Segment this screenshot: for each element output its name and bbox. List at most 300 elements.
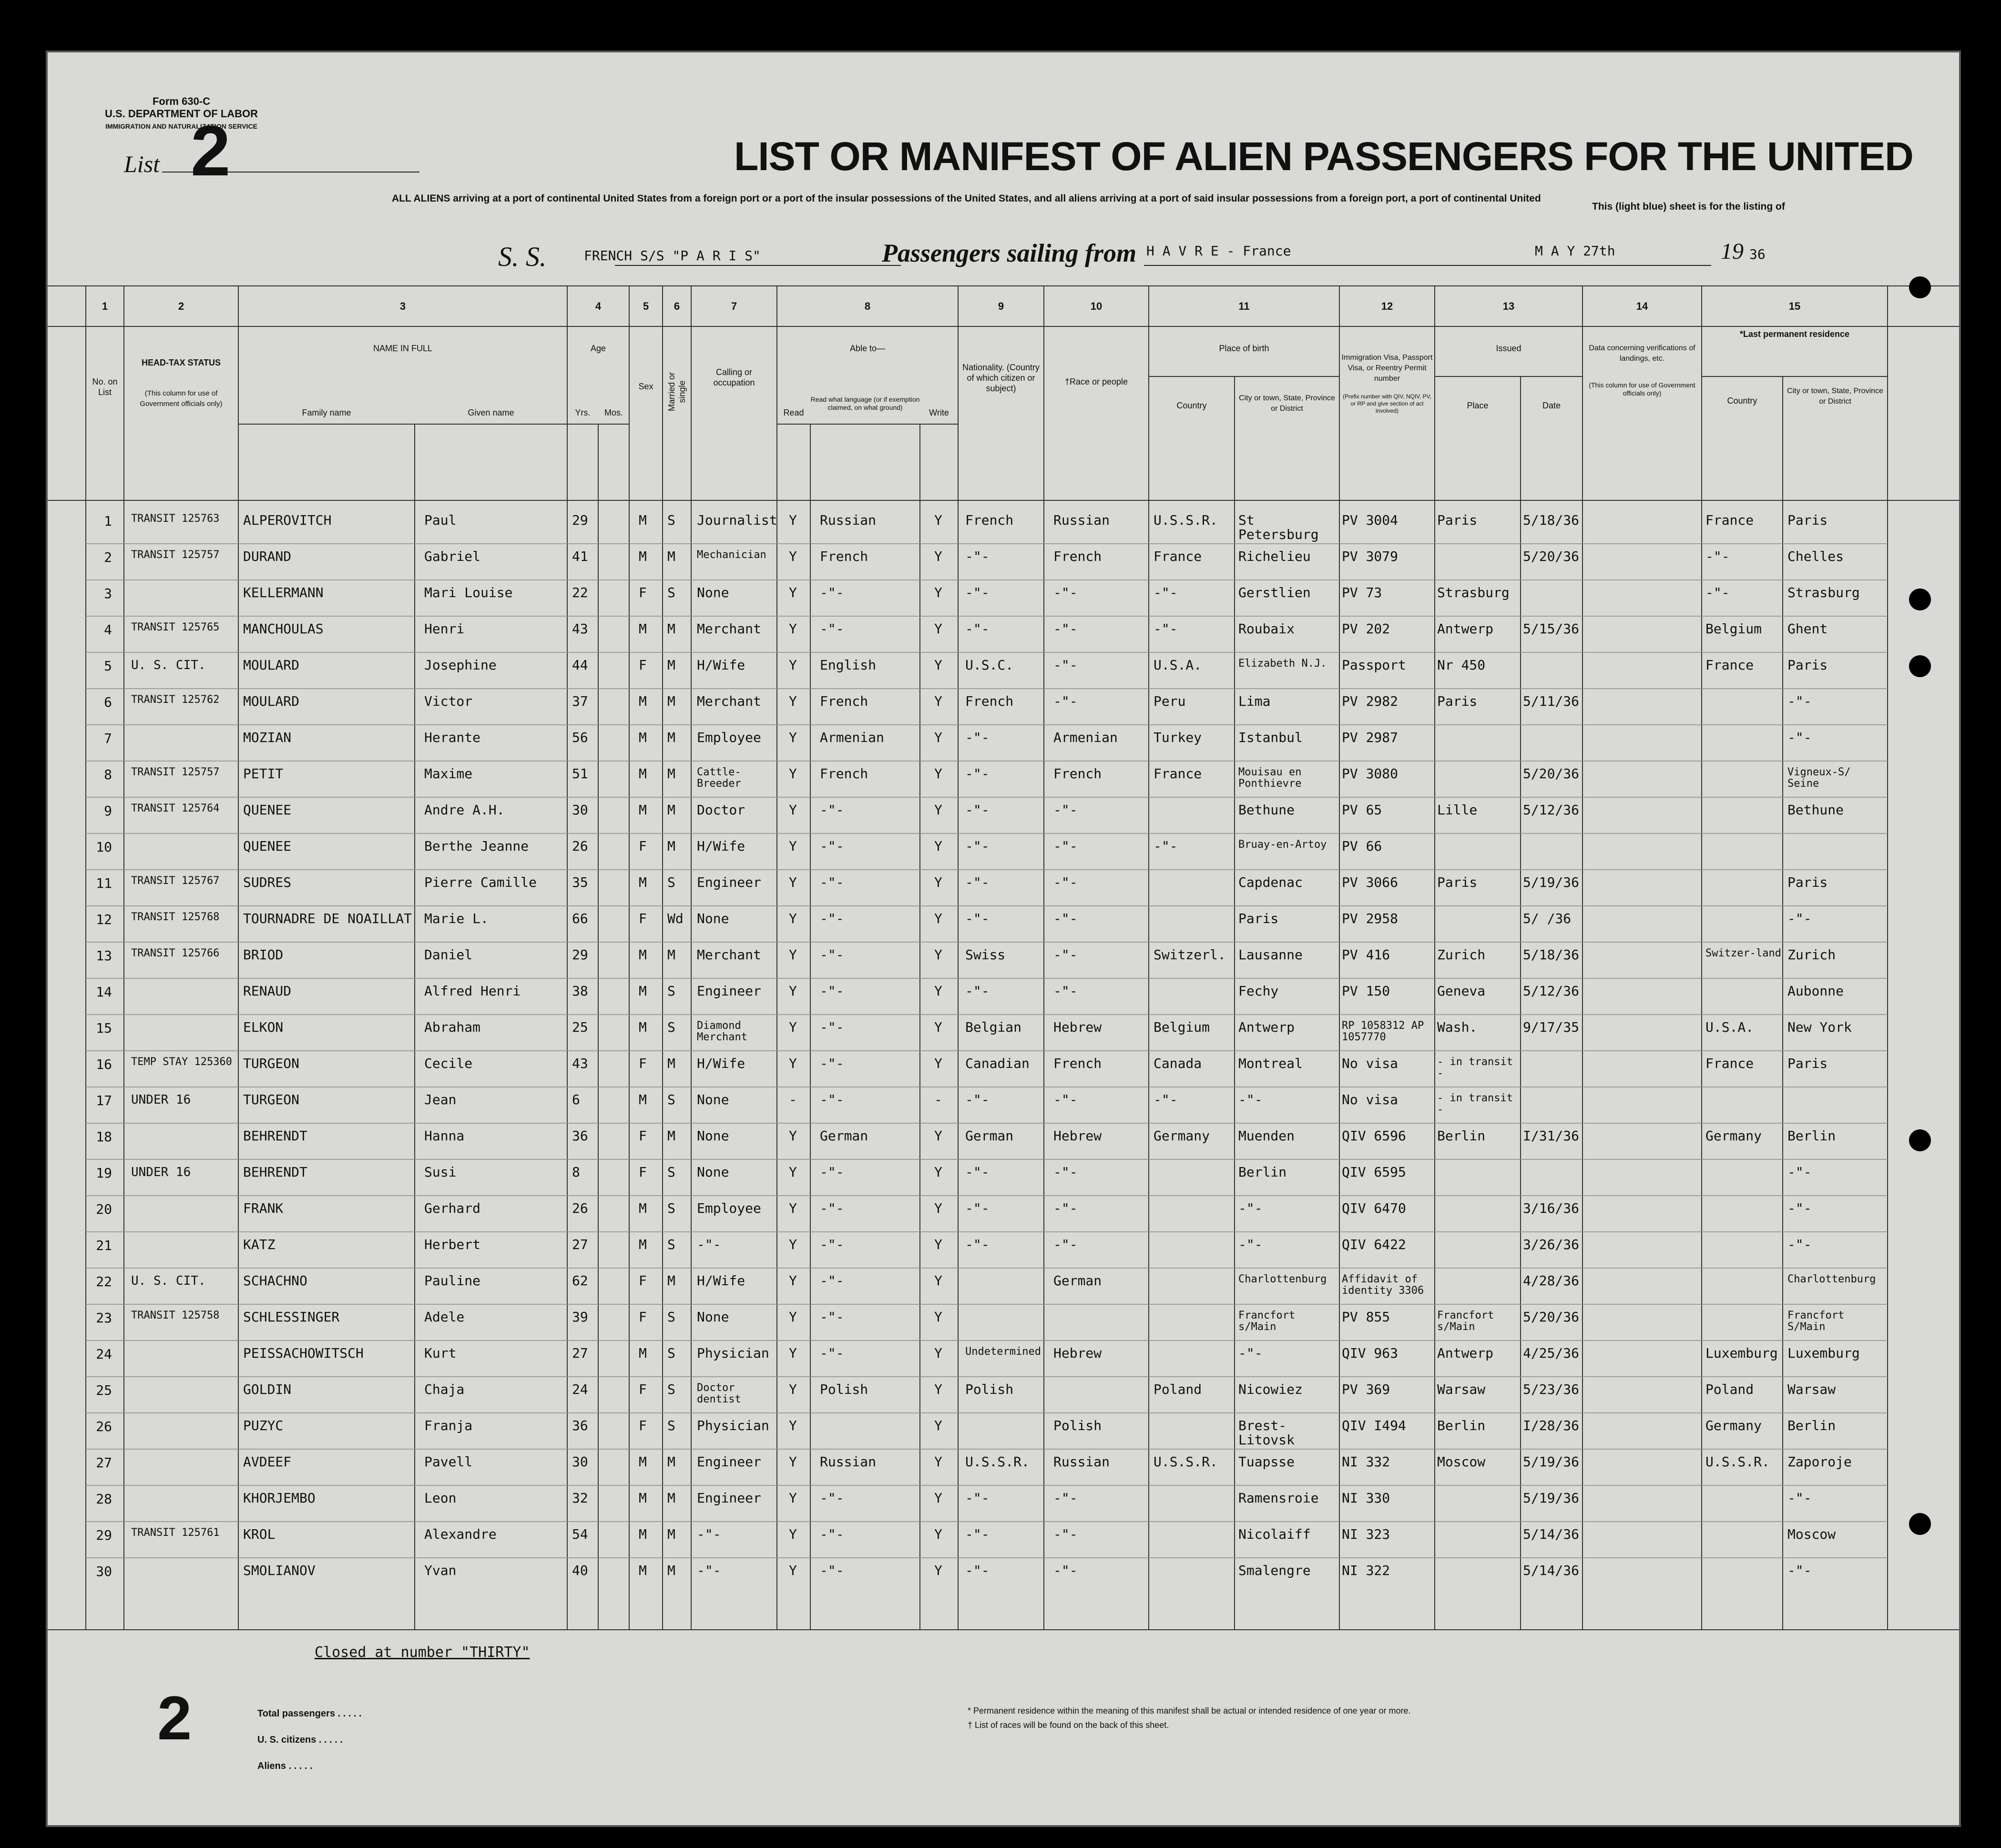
cell-birth-city: Ramensroie bbox=[1238, 1491, 1319, 1505]
cell-head-tax: UNDER 16 bbox=[131, 1093, 191, 1107]
cell-issued-place: Berlin bbox=[1437, 1419, 1486, 1433]
cell-head-tax: TRANSIT 125766 bbox=[131, 948, 220, 959]
cell-read-language: -"- bbox=[820, 912, 844, 926]
cell-birth-country: Germany bbox=[1154, 1129, 1210, 1143]
cell-issued-date: 5/23/36 bbox=[1523, 1382, 1580, 1397]
cell-head-tax: TRANSIT 125763 bbox=[131, 513, 220, 525]
cell-residence-city: Berlin bbox=[1787, 1129, 1836, 1143]
cell-read-language: French bbox=[820, 767, 868, 781]
cell-residence-city: -"- bbox=[1787, 1165, 1812, 1179]
cell-write: Y bbox=[934, 1310, 942, 1324]
cell-birth-country: U.S.S.R. bbox=[1154, 1455, 1218, 1469]
cell-line-number: 23 bbox=[96, 1310, 112, 1326]
cell-read: Y bbox=[789, 1564, 797, 1578]
col-num-7: 7 bbox=[731, 300, 737, 312]
cell-visa: PV 3004 bbox=[1342, 513, 1399, 528]
cell-residence-city: Francfort S/Main bbox=[1787, 1310, 1845, 1333]
cell-family-name: DURAND bbox=[243, 549, 292, 564]
cell-issued-date: 5/14/36 bbox=[1523, 1564, 1580, 1578]
cell-line-number: 12 bbox=[96, 912, 112, 927]
cell-residence-city: -"- bbox=[1787, 912, 1812, 926]
cell-birth-country: -"- bbox=[1154, 839, 1178, 853]
cell-birth-city: -"- bbox=[1238, 1346, 1263, 1361]
cell-birth-city: Istanbul bbox=[1238, 731, 1303, 745]
cell-line-number: 11 bbox=[96, 875, 112, 891]
cell-race: -"- bbox=[1053, 586, 1078, 600]
cell-race: French bbox=[1053, 767, 1102, 781]
cell-age-years: 54 bbox=[572, 1527, 588, 1542]
sailing-date: M A Y 27th bbox=[1535, 243, 1615, 259]
cell-family-name: PUZYC bbox=[243, 1419, 284, 1433]
cell-family-name: QUENEE bbox=[243, 839, 292, 853]
col-num-11: 11 bbox=[1238, 300, 1250, 312]
cell-read-language: -"- bbox=[820, 1093, 844, 1107]
cell-read: Y bbox=[789, 1419, 797, 1433]
cell-birth-country: France bbox=[1154, 549, 1202, 564]
cell-residence-country: Germany bbox=[1705, 1129, 1762, 1143]
cell-birth-city: Francfort s/Main bbox=[1238, 1310, 1296, 1333]
cell-issued-place: Strasburg bbox=[1437, 586, 1510, 600]
cell-given-name: Paul bbox=[424, 513, 457, 528]
cell-residence-city: Paris bbox=[1787, 1056, 1828, 1071]
header-issued-date: Date bbox=[1542, 401, 1561, 410]
cell-family-name: AVDEEF bbox=[243, 1455, 292, 1469]
cell-read-language: German bbox=[820, 1129, 868, 1143]
cell-marital: S bbox=[667, 1346, 675, 1361]
list-number: 2 bbox=[191, 111, 231, 191]
cell-residence-city: Moscow bbox=[1787, 1527, 1836, 1542]
cell-occupation: Journalist bbox=[697, 513, 777, 528]
header-issued-place: Place bbox=[1467, 401, 1489, 410]
cell-age-years: 26 bbox=[572, 839, 588, 853]
cell-read: Y bbox=[789, 513, 797, 528]
cell-residence-city: Paris bbox=[1787, 513, 1828, 528]
cell-nationality: -"- bbox=[965, 1165, 990, 1179]
cell-sex: M bbox=[639, 803, 647, 817]
header-married: Married or single bbox=[667, 372, 687, 412]
cell-occupation: H/Wife bbox=[697, 1056, 745, 1071]
cell-write: Y bbox=[934, 948, 942, 962]
cell-race: -"- bbox=[1053, 658, 1078, 672]
cell-family-name: QUENEE bbox=[243, 803, 292, 817]
form-number: Form 630-C bbox=[152, 95, 211, 107]
cell-visa: NI 330 bbox=[1342, 1491, 1390, 1505]
cell-read-language: -"- bbox=[820, 622, 844, 636]
cell-occupation: Diamond Merchant bbox=[697, 1020, 747, 1043]
cell-line-number: 1 bbox=[104, 513, 112, 529]
cell-read-language: -"- bbox=[820, 1527, 844, 1542]
cell-write: Y bbox=[934, 1129, 942, 1143]
cell-age-years: 66 bbox=[572, 912, 588, 926]
cell-read-language: Russian bbox=[820, 513, 877, 528]
cell-marital: S bbox=[667, 1419, 675, 1433]
cell-read-language: Russian bbox=[820, 1455, 877, 1469]
cell-occupation: -"- bbox=[697, 1238, 721, 1252]
departure-port: H A V R E - France bbox=[1146, 243, 1291, 259]
cell-issued-place: Warsaw bbox=[1437, 1382, 1486, 1397]
cell-age-years: 39 bbox=[572, 1310, 588, 1324]
punch-hole bbox=[1909, 589, 1931, 610]
cell-nationality: -"- bbox=[965, 1201, 990, 1216]
cell-issued-place: Zurich bbox=[1437, 948, 1486, 962]
cell-read-language: Armenian bbox=[820, 731, 884, 745]
cell-issued-date: 3/26/36 bbox=[1523, 1238, 1580, 1252]
cell-age-years: 26 bbox=[572, 1201, 588, 1216]
header-verification: Data concerning verifications of landings, etc. bbox=[1589, 344, 1695, 363]
cell-race: -"- bbox=[1053, 984, 1078, 998]
cell-read: Y bbox=[789, 839, 797, 853]
cell-read: Y bbox=[789, 1455, 797, 1469]
header-head-tax: HEAD-TAX STATUS bbox=[142, 358, 221, 367]
cell-occupation: Merchant bbox=[697, 948, 761, 962]
header-res-city: City or town, State, Province or District bbox=[1787, 387, 1883, 406]
cell-line-number: 25 bbox=[96, 1382, 112, 1398]
cell-occupation: Cattle-Breeder bbox=[697, 767, 741, 790]
cell-marital: M bbox=[667, 1056, 675, 1071]
header-name-in-full: NAME IN FULL bbox=[373, 344, 433, 353]
cell-issued-date: 5/12/36 bbox=[1523, 984, 1580, 998]
col-num-10: 10 bbox=[1090, 300, 1103, 312]
cell-issued-date: 5/15/36 bbox=[1523, 622, 1580, 636]
cell-line-number: 17 bbox=[96, 1093, 112, 1108]
cell-sex: M bbox=[639, 694, 647, 709]
cell-write: Y bbox=[934, 984, 942, 998]
cell-sex: M bbox=[639, 948, 647, 962]
cell-issued-place: Geneva bbox=[1437, 984, 1486, 998]
cell-read-language: Polish bbox=[820, 1382, 868, 1397]
cell-issued-place: Paris bbox=[1437, 513, 1478, 528]
manifest-sheet bbox=[46, 51, 1961, 1827]
cell-occupation: Engineer bbox=[697, 984, 761, 998]
cell-race: -"- bbox=[1053, 803, 1078, 817]
cell-given-name: Jean bbox=[424, 1093, 457, 1107]
cell-line-number: 29 bbox=[96, 1527, 112, 1543]
cell-nationality: -"- bbox=[965, 803, 990, 817]
cell-read: Y bbox=[789, 912, 797, 926]
cell-birth-country: Turkey bbox=[1154, 731, 1202, 745]
cell-write: Y bbox=[934, 803, 942, 817]
cell-read-language: -"- bbox=[820, 1020, 844, 1035]
header-mos: Mos. bbox=[604, 408, 623, 417]
cell-read: Y bbox=[789, 875, 797, 890]
cell-marital: M bbox=[667, 803, 675, 817]
cell-family-name: SCHLESSINGER bbox=[243, 1310, 340, 1324]
cell-line-number: 20 bbox=[96, 1201, 112, 1217]
cell-occupation: Mechanician bbox=[697, 549, 766, 561]
cell-sex: M bbox=[639, 767, 647, 781]
cell-given-name: Franja bbox=[424, 1419, 473, 1433]
cell-marital: M bbox=[667, 549, 675, 564]
cell-visa: No visa bbox=[1342, 1093, 1399, 1107]
cell-marital: M bbox=[667, 948, 675, 962]
cell-given-name: Gabriel bbox=[424, 549, 481, 564]
cell-visa: PV 2958 bbox=[1342, 912, 1399, 926]
cell-read-language: -"- bbox=[820, 1310, 844, 1324]
cell-birth-country: -"- bbox=[1154, 586, 1178, 600]
cell-residence-city: Berlin bbox=[1787, 1419, 1836, 1433]
header-visa-note: (Prefix number with QIV, NQIV, PV, or RP and give section of act involved) bbox=[1342, 393, 1432, 414]
cell-birth-city: Richelieu bbox=[1238, 549, 1311, 564]
cell-read: Y bbox=[789, 1491, 797, 1505]
cell-issued-date: 9/17/35 bbox=[1523, 1020, 1580, 1035]
cell-race: Hebrew bbox=[1053, 1129, 1102, 1143]
cell-occupation: None bbox=[697, 1093, 729, 1107]
cell-write: Y bbox=[934, 1527, 942, 1542]
cell-occupation: H/Wife bbox=[697, 658, 745, 672]
cell-read-language: -"- bbox=[820, 1491, 844, 1505]
cell-sex: M bbox=[639, 1346, 647, 1361]
cell-age-years: 37 bbox=[572, 694, 588, 709]
cell-birth-city: Charlottenburg bbox=[1238, 1274, 1327, 1285]
cell-family-name: KROL bbox=[243, 1527, 276, 1542]
col-num-15: 15 bbox=[1788, 300, 1801, 312]
cell-line-number: 9 bbox=[104, 803, 112, 819]
cell-line-number: 16 bbox=[96, 1056, 112, 1072]
cell-read: Y bbox=[789, 1056, 797, 1071]
cell-sex: F bbox=[639, 1419, 647, 1433]
cell-read-language: French bbox=[820, 694, 868, 709]
col-num-9: 9 bbox=[998, 300, 1004, 312]
header-no-on-list: No. on List bbox=[92, 377, 118, 397]
cell-write: Y bbox=[934, 549, 942, 564]
cell-visa: PV 3080 bbox=[1342, 767, 1399, 781]
header-write: Write bbox=[929, 408, 949, 417]
cell-visa: PV 3066 bbox=[1342, 875, 1399, 890]
cell-given-name: Pauline bbox=[424, 1274, 481, 1288]
col-num-14: 14 bbox=[1636, 300, 1648, 312]
cell-birth-country: Peru bbox=[1154, 694, 1186, 709]
cell-write: Y bbox=[934, 1165, 942, 1179]
cell-age-years: 32 bbox=[572, 1491, 588, 1505]
cell-issued-place: Paris bbox=[1437, 875, 1478, 890]
cell-occupation: Engineer bbox=[697, 1491, 761, 1505]
cell-head-tax: TRANSIT 125757 bbox=[131, 767, 220, 778]
cell-issued-place: Paris bbox=[1437, 694, 1478, 709]
cell-visa: Passport bbox=[1342, 658, 1406, 672]
cell-nationality: -"- bbox=[965, 549, 990, 564]
cell-write: Y bbox=[934, 694, 942, 709]
cell-birth-country: -"- bbox=[1154, 1093, 1178, 1107]
cell-read: Y bbox=[789, 549, 797, 564]
cell-race: -"- bbox=[1053, 1201, 1078, 1216]
cell-read: Y bbox=[789, 694, 797, 709]
cell-nationality: Polish bbox=[965, 1382, 1014, 1397]
cell-residence-city: Luxemburg bbox=[1787, 1346, 1860, 1361]
cell-birth-city: Muenden bbox=[1238, 1129, 1295, 1143]
cell-residence-country: U.S.S.R. bbox=[1705, 1455, 1770, 1469]
cell-read-language: -"- bbox=[820, 948, 844, 962]
cell-family-name: BRIOD bbox=[243, 948, 284, 962]
cell-nationality: -"- bbox=[965, 875, 990, 890]
cell-read: Y bbox=[789, 1238, 797, 1252]
cell-line-number: 27 bbox=[96, 1455, 112, 1471]
cell-sex: M bbox=[639, 1201, 647, 1216]
cell-nationality: -"- bbox=[965, 1238, 990, 1252]
cell-residence-city: Paris bbox=[1787, 658, 1828, 672]
cell-age-years: 41 bbox=[572, 549, 588, 564]
cell-head-tax: TEMP STAY 125360 bbox=[131, 1056, 232, 1068]
cell-residence-country: France bbox=[1705, 1056, 1754, 1071]
cell-birth-city: Nicolaiff bbox=[1238, 1527, 1311, 1542]
cell-visa: QIV 6422 bbox=[1342, 1238, 1406, 1252]
cell-occupation: None bbox=[697, 1129, 729, 1143]
list-label: List bbox=[124, 151, 160, 177]
cell-read: Y bbox=[789, 1310, 797, 1324]
cell-race: -"- bbox=[1053, 1093, 1078, 1107]
cell-sex: F bbox=[639, 1165, 647, 1179]
cell-sex: F bbox=[639, 586, 647, 600]
cell-issued-date: 5/20/36 bbox=[1523, 767, 1580, 781]
cell-birth-city: Lima bbox=[1238, 694, 1271, 709]
cell-line-number: 13 bbox=[96, 948, 112, 964]
cell-given-name: Abraham bbox=[424, 1020, 481, 1035]
intro-text-2: This (light blue) sheet is for the listing of bbox=[1592, 201, 1785, 212]
cell-head-tax: UNDER 16 bbox=[131, 1165, 191, 1179]
cell-issued-place: Moscow bbox=[1437, 1455, 1486, 1469]
cell-residence-city: -"- bbox=[1787, 731, 1812, 745]
cell-race: French bbox=[1053, 549, 1102, 564]
intro-text-1: ALL ALIENS arriving at a port of continental United States from a foreign port or a port of the insular possessions of the United States, and all aliens arriving at a port of said insular possessions from a foreign port, a port of continental United bbox=[392, 193, 1541, 204]
cell-line-number: 22 bbox=[96, 1274, 112, 1290]
sheet-number: 2 bbox=[157, 1683, 192, 1753]
cell-sex: M bbox=[639, 1564, 647, 1578]
cell-residence-country: Belgium bbox=[1705, 622, 1762, 636]
header-place-of-birth: Place of birth bbox=[1219, 344, 1269, 353]
cell-read-language: -"- bbox=[820, 1056, 844, 1071]
cell-nationality: -"- bbox=[965, 1527, 990, 1542]
cell-given-name: Leon bbox=[424, 1491, 457, 1505]
cell-age-years: 51 bbox=[572, 767, 588, 781]
cell-sex: M bbox=[639, 1093, 647, 1107]
cell-birth-country: -"- bbox=[1154, 622, 1178, 636]
cell-marital: S bbox=[667, 875, 675, 890]
punch-hole bbox=[1909, 276, 1931, 298]
cell-write: Y bbox=[934, 912, 942, 926]
cell-occupation: Doctor bbox=[697, 803, 745, 817]
cell-occupation: -"- bbox=[697, 1564, 721, 1578]
col-num-1: 1 bbox=[102, 300, 108, 312]
cell-given-name: Cecile bbox=[424, 1056, 473, 1071]
cell-visa: No visa bbox=[1342, 1056, 1399, 1071]
cell-nationality: -"- bbox=[965, 1491, 990, 1505]
cell-marital: M bbox=[667, 767, 675, 781]
cell-family-name: PEISSACHOWITSCH bbox=[243, 1346, 364, 1361]
cell-visa: RP 1058312 AP 1057770 bbox=[1342, 1020, 1424, 1043]
cell-residence-city: Vigneux-S/ Seine bbox=[1787, 767, 1851, 790]
cell-given-name: Alexandre bbox=[424, 1527, 497, 1542]
cell-birth-city: Paris bbox=[1238, 912, 1279, 926]
cell-residence-country: Poland bbox=[1705, 1382, 1754, 1397]
punch-hole bbox=[1909, 1129, 1931, 1151]
header-given-name: Given name bbox=[468, 408, 514, 417]
cell-issued-date: 5/19/36 bbox=[1523, 1491, 1580, 1505]
cell-birth-city: Brest-Litovsk bbox=[1238, 1419, 1295, 1447]
cell-occupation: H/Wife bbox=[697, 839, 745, 853]
cell-nationality: -"- bbox=[965, 984, 990, 998]
cell-occupation: Employee bbox=[697, 1201, 761, 1216]
header-able-to: Able to— bbox=[849, 344, 886, 353]
cell-given-name: Herante bbox=[424, 731, 481, 745]
cell-issued-date: 5/19/36 bbox=[1523, 875, 1580, 890]
col-num-13: 13 bbox=[1502, 300, 1515, 312]
cell-given-name: Mari Louise bbox=[424, 586, 513, 600]
cell-race: -"- bbox=[1053, 1238, 1078, 1252]
cell-visa: PV 65 bbox=[1342, 803, 1382, 817]
cell-issued-date: 5/12/36 bbox=[1523, 803, 1580, 817]
cell-visa: NI 332 bbox=[1342, 1455, 1390, 1469]
cell-read: Y bbox=[789, 767, 797, 781]
cell-age-years: 62 bbox=[572, 1274, 588, 1288]
cell-race: -"- bbox=[1053, 912, 1078, 926]
cell-age-years: 35 bbox=[572, 875, 588, 890]
col-num-5: 5 bbox=[643, 300, 649, 312]
cell-occupation: Physician bbox=[697, 1346, 769, 1361]
cell-residence-country: -"- bbox=[1705, 549, 1730, 564]
cell-race: Hebrew bbox=[1053, 1020, 1102, 1035]
cell-nationality: Belgian bbox=[965, 1020, 1022, 1035]
cell-residence-country: -"- bbox=[1705, 586, 1730, 600]
cell-sex: F bbox=[639, 1382, 647, 1397]
cell-marital: S bbox=[667, 1201, 675, 1216]
service-name: IMMIGRATION AND NATURALIZATION SERVICE bbox=[105, 122, 257, 130]
header-read: Read bbox=[783, 408, 804, 417]
cell-family-name: SMOLIANOV bbox=[243, 1564, 316, 1578]
cell-write: Y bbox=[934, 839, 942, 853]
header-family-name: Family name bbox=[302, 408, 351, 417]
cell-birth-city: Nicowiez bbox=[1238, 1382, 1303, 1397]
cell-occupation: Merchant bbox=[697, 694, 761, 709]
cell-race: Armenian bbox=[1053, 731, 1118, 745]
cell-head-tax: TRANSIT 125765 bbox=[131, 622, 220, 633]
cell-occupation: Physician bbox=[697, 1419, 769, 1433]
cell-sex: M bbox=[639, 1238, 647, 1252]
cell-write: Y bbox=[934, 622, 942, 636]
cell-write: Y bbox=[934, 513, 942, 528]
cell-birth-city: Bethune bbox=[1238, 803, 1295, 817]
cell-write: Y bbox=[934, 1238, 942, 1252]
cell-visa: PV 2982 bbox=[1342, 694, 1399, 709]
cell-head-tax: TRANSIT 125768 bbox=[131, 912, 220, 923]
cell-marital: S bbox=[667, 586, 675, 600]
cell-occupation: None bbox=[697, 1310, 729, 1324]
cell-birth-city: Bruay-en-Artoy bbox=[1238, 839, 1327, 851]
col-num-8: 8 bbox=[864, 300, 871, 312]
cell-birth-city: Antwerp bbox=[1238, 1020, 1295, 1035]
cell-write: Y bbox=[934, 1564, 942, 1578]
cell-residence-city: Paris bbox=[1787, 875, 1828, 890]
cell-line-number: 28 bbox=[96, 1491, 112, 1507]
header-verification-note: (This column for use of Government officials only) bbox=[1589, 381, 1695, 397]
cell-line-number: 18 bbox=[96, 1129, 112, 1145]
cell-marital: S bbox=[667, 1238, 675, 1252]
cell-read-language: French bbox=[820, 549, 868, 564]
cell-nationality: Undetermined bbox=[965, 1346, 1041, 1358]
cell-given-name: Chaja bbox=[424, 1382, 465, 1397]
cell-sex: F bbox=[639, 1274, 647, 1288]
cell-family-name: KELLERMANN bbox=[243, 586, 324, 600]
cell-race: French bbox=[1053, 1056, 1102, 1071]
header-last-residence: *Last permanent residence bbox=[1739, 329, 1850, 339]
cell-residence-country: Switzer-land bbox=[1705, 948, 1781, 959]
closed-note: Closed at number "THIRTY" bbox=[315, 1644, 530, 1661]
cell-sex: M bbox=[639, 1455, 647, 1469]
cell-read: Y bbox=[789, 1020, 797, 1035]
cell-marital: M bbox=[667, 658, 675, 672]
department-name: U.S. DEPARTMENT OF LABOR bbox=[105, 108, 258, 120]
cell-marital: S bbox=[667, 984, 675, 998]
cell-nationality: U.S.S.R. bbox=[965, 1455, 1030, 1469]
cell-marital: M bbox=[667, 1564, 675, 1578]
